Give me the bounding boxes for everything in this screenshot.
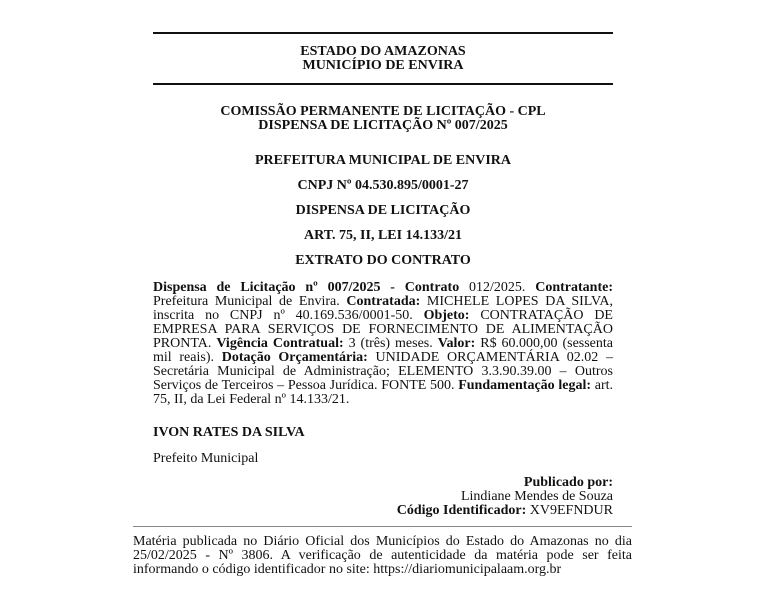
objeto-value: CONTRATAÇÃO DE EMPRESA PARA SERVIÇOS DE FORNECIMENTO DE ALIMENTAÇÃO PRONTA. bbox=[153, 308, 613, 351]
contratada-label: Contratada: bbox=[346, 294, 421, 309]
header-municipality: MUNICÍPIO DE ENVIRA bbox=[302, 58, 464, 73]
vigencia-label: Vigência Contratual: bbox=[216, 336, 344, 351]
footer-rule bbox=[133, 526, 632, 527]
valor-label: Valor: bbox=[437, 336, 476, 351]
published-by-label bbox=[153, 476, 613, 490]
dispensa-number-title: DISPENSA DE LICITAÇÃO Nº 007/2025 bbox=[258, 118, 508, 133]
signatory-name: IVON RATES DA SILVA bbox=[153, 425, 305, 440]
dispensa-title: DISPENSA DE LICITAÇÃO bbox=[295, 203, 471, 218]
contratante-value: Prefeitura Municipal de Envira. bbox=[153, 294, 347, 309]
dispensa-label: Dispensa de Licitação nº 007/2025 - Contrato bbox=[153, 280, 460, 295]
identifier-code-label: Código Identificador: bbox=[396, 503, 527, 518]
footer-publication-note: Matéria publicada no Diário Oficial dos Municípios do Estado do Amazonas no dia 25/02/2025 - Nº 3806. A verificação de autenticidade da matéria pode ser feita informando o código identificador no site: https://diariomunicipalaam.org.br bbox=[133, 534, 632, 577]
objeto-label: Objeto: bbox=[423, 308, 470, 323]
contract-number: 012/2025. bbox=[459, 280, 536, 295]
contratante-label: Contratante: bbox=[535, 280, 613, 295]
contratada-value: MICHELE LOPES DA SILVA, inscrita no CNPJ nº 40.169.536/0001-50. bbox=[153, 294, 613, 323]
header-top-rule bbox=[153, 32, 613, 34]
dotacao-value: UNIDADE ORÇAMENTÁRIA 02.02 – Secretária Municipal de Administração; ELEMENTO 3.3.90.39.00 – Outros Serviços de Terceiros – Pessoa Jurídica. FONTE 500. bbox=[153, 350, 613, 393]
commission-title: COMISSÃO PERMANENTE DE LICITAÇÃO - CPL bbox=[220, 104, 546, 119]
fundamentacao-label: Fundamentação legal: bbox=[458, 378, 592, 393]
vigencia-value: 3 (três) meses. bbox=[343, 336, 438, 351]
header-state: ESTADO DO AMAZONAS bbox=[300, 44, 466, 59]
dotacao-label: Dotação Orçamentária: bbox=[221, 350, 368, 365]
identifier-code bbox=[153, 504, 613, 518]
header-bottom-rule bbox=[153, 83, 613, 85]
signatory-role: Prefeito Municipal bbox=[153, 451, 259, 466]
identifier-code-value: XV9EFNDUR bbox=[526, 503, 613, 518]
cnpj-title: CNPJ Nº 04.530.895/0001-27 bbox=[297, 178, 469, 193]
contract-extract-paragraph bbox=[153, 281, 613, 407]
prefeitura-title: PREFEITURA MUNICIPAL DE ENVIRA bbox=[254, 153, 512, 168]
art-title: ART. 75, II, LEI 14.133/21 bbox=[304, 228, 462, 243]
fundamentacao-value: art. 75, II, da Lei Federal nº 14.133/21. bbox=[153, 378, 613, 407]
published-by-text: Publicado por: bbox=[523, 475, 613, 490]
extrato-title: EXTRATO DO CONTRATO bbox=[295, 253, 471, 268]
valor-value: R$ 60.000,00 (sessenta mil reais). bbox=[153, 336, 613, 365]
publisher-name: Lindiane Mendes de Souza bbox=[460, 489, 613, 504]
